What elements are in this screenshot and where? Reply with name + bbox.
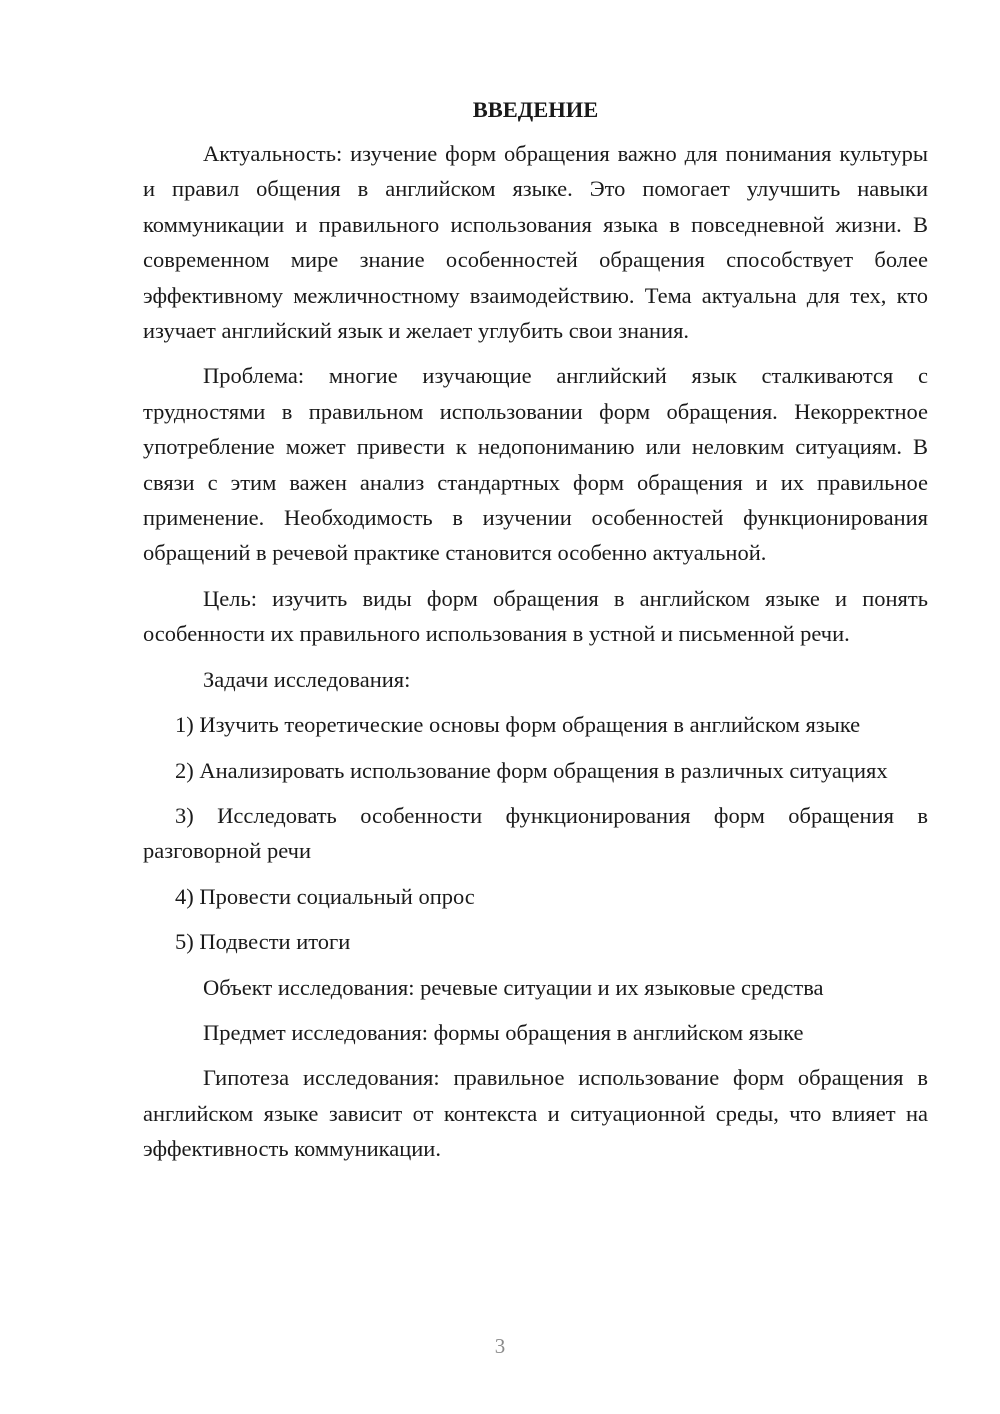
tasks-heading: Задачи исследования: <box>203 666 411 692</box>
object-paragraph: Объект исследования: речевые ситуации и их языковые средства <box>203 974 824 1000</box>
hypothesis-paragraph: Гипотеза исследования: правильное использование форм обращения в английском языке зависит от контекста и ситуационной среды, что влияет на эффективность коммуникации. <box>143 1065 928 1162</box>
task-item: 5) Подвести итоги <box>175 929 351 955</box>
section-title: ВВЕДЕНИЕ <box>472 97 599 122</box>
document-page <box>143 92 928 1177</box>
problem-paragraph: Проблема: многие изучающие английский язык сталкиваются с трудностями в правильном использовании форм обращения. Некорректное употребление может привести к недопониманию или неловким ситуациям. В связи с этим важен анализ стандартных форм обращения и их правильное применение. Необходимость в изучении особенностей функционирования обращений в речевой практике становится особенно актуальной. <box>143 363 928 566</box>
relevance-paragraph: Актуальность: изучение форм обращения важно для понимания культуры и правил общения в английском языке. Это помогает улучшить навыки коммуникации и правильного использования языка в повседневной жизни. В современном мире знание особенностей обращения способствует более эффективному межличностному взаимодействию. Тема актуальна для тех, кто изучает английский язык и желает углубить свои знания. <box>143 141 928 344</box>
page-number: 3 <box>494 1334 506 1358</box>
goal-paragraph: Цель: изучить виды форм обращения в английском языке и понять особенности их правильного использования в устной и письменной речи. <box>143 585 928 647</box>
task-item: 1) Изучить теоретические основы форм обращения в английском языке <box>175 712 861 738</box>
task-item: 4) Провести социальный опрос <box>175 883 475 909</box>
task-item: 2) Анализировать использование форм обращения в различных ситуациях <box>175 757 888 783</box>
task-item: 3) Исследовать особенности функционирования форм обращения в разговорной речи <box>143 802 928 864</box>
subject-paragraph: Предмет исследования: формы обращения в английском языке <box>203 1019 804 1045</box>
